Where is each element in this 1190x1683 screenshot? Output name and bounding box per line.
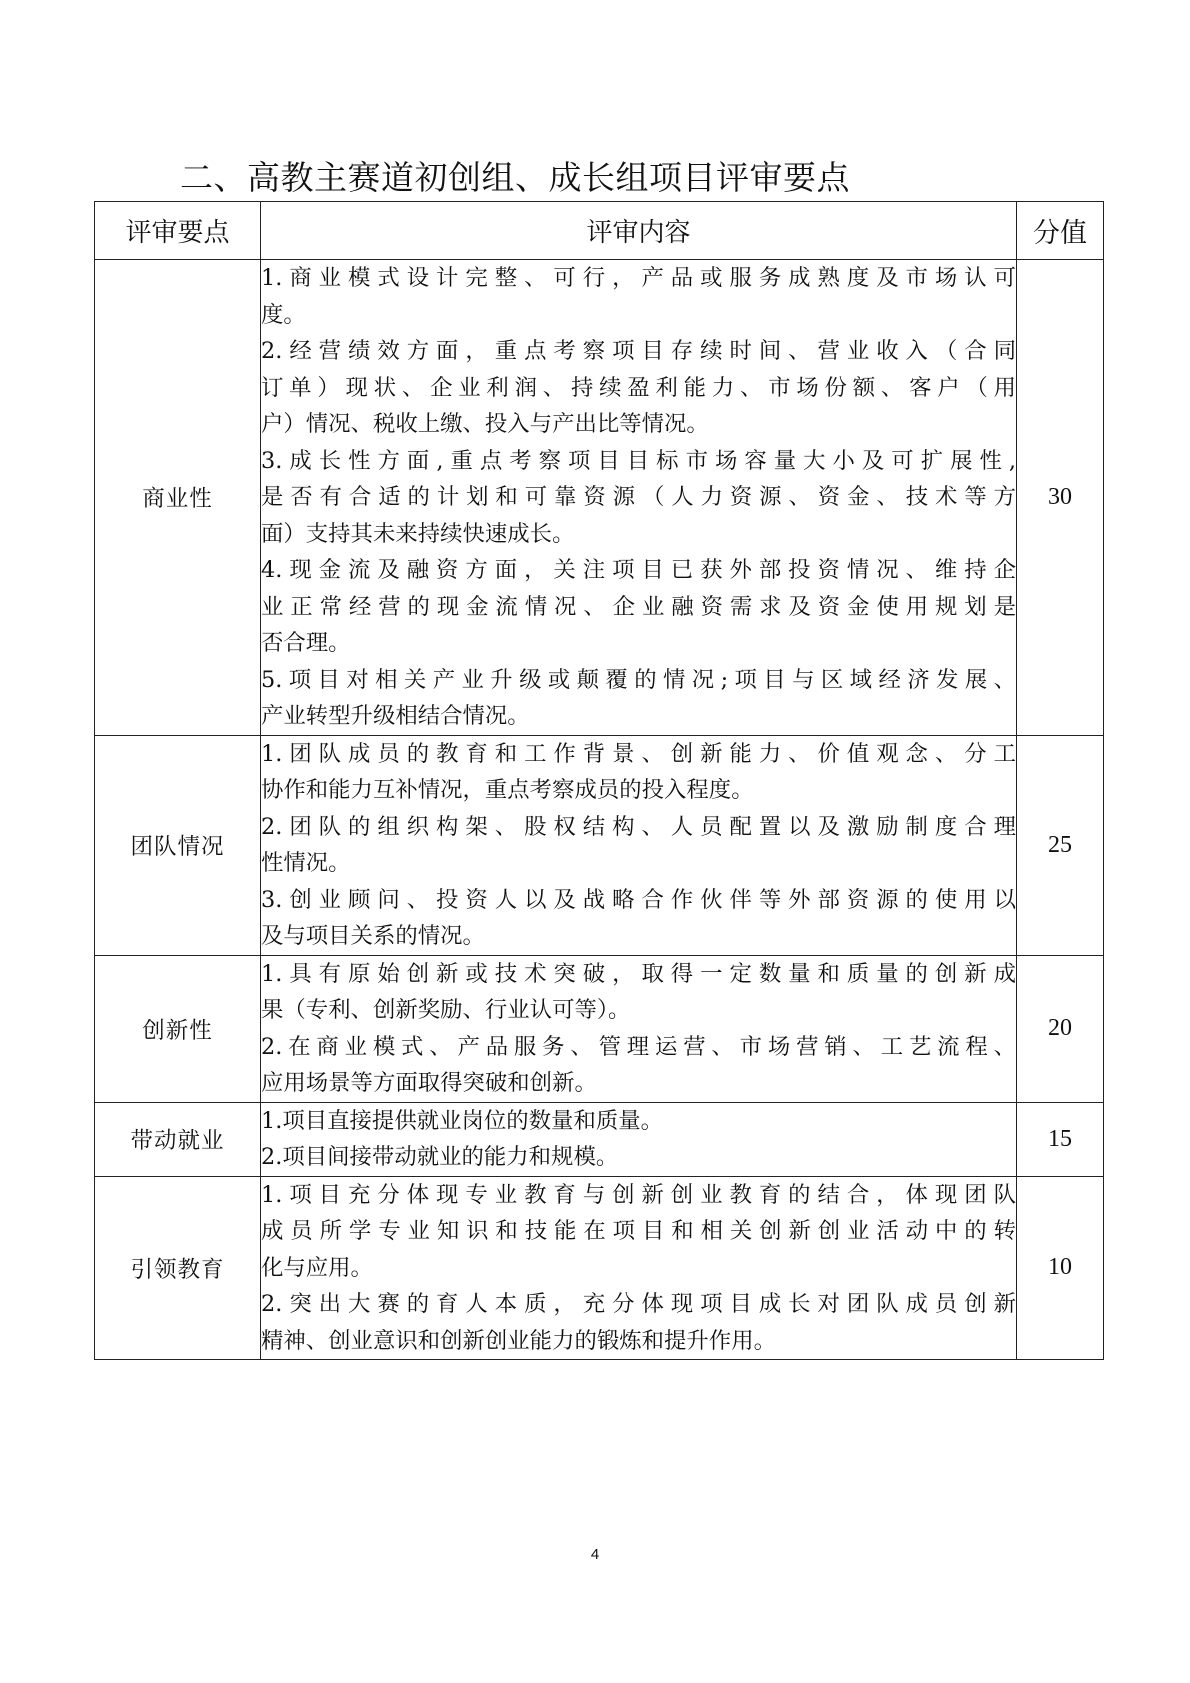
content-line: 2.项目间接带动就业的能力和规模。	[261, 1144, 619, 1170]
content-line: 化与应用。	[261, 1254, 373, 1281]
header-criterion: 评审要点	[95, 202, 261, 260]
content-line: 成员所学专业知识和技能在项目和相关创新创业活动中的转	[261, 1218, 1016, 1244]
content-line: 2.经营绩效方面，重点考察项目存续时间、营业收入（合同	[261, 338, 1016, 364]
table-row	[95, 1102, 1104, 1176]
content-line: 产业转型升级相结合情况。	[261, 703, 530, 729]
header-score: 分值	[1017, 202, 1104, 260]
content-line: 2.团队的组织构架、股权结构、人员配置以及激励制度合理	[261, 813, 1016, 840]
content-line: 3.成长性方面,重点考察项目目标市场容量大小及可扩展性,	[261, 447, 1016, 474]
criterion-cell: 创新性	[95, 955, 261, 1102]
content-line: 面）支持其未来持续快速成长。	[261, 520, 575, 547]
header-content: 评审内容	[261, 202, 1017, 260]
content-line: 2.突出大赛的育人本质，充分体现项目成长对团队成员创新	[261, 1291, 1016, 1317]
content-line: 1.项目直接提供就业岗位的数量和质量。	[261, 1107, 664, 1134]
content-line: 精神、创业意识和创新创业能力的锻炼和提升作用。	[261, 1327, 776, 1354]
table-header-row	[95, 202, 1104, 260]
page-number: 4	[590, 1546, 600, 1563]
content-cell	[261, 955, 1017, 1102]
score-cell: 30	[1017, 260, 1104, 736]
content-line: 否合理。	[261, 630, 351, 656]
content-cell	[261, 1176, 1017, 1360]
content-line: 1.项目充分体现专业教育与创新创业教育的结合，体现团队	[261, 1181, 1016, 1208]
content-line: 2.在商业模式、产品服务、管理运营、市场营销、工艺流程、	[261, 1033, 1016, 1060]
criterion-cell: 商业性	[95, 260, 261, 736]
content-line: 户）情况、税收上缴、投入与产出比等情况。	[261, 411, 709, 437]
content-line: 及与项目关系的情况。	[261, 923, 485, 949]
criteria-table	[94, 201, 1104, 1360]
table-row	[95, 735, 1104, 955]
content-cell	[261, 735, 1017, 955]
content-line: 是否有合适的计划和可靠资源（人力资源、资金、技术等方	[261, 484, 1016, 510]
content-cell	[261, 260, 1017, 736]
content-line: 性情况。	[261, 850, 351, 876]
content-line: 订单）现状、企业利润、持续盈利能力、市场份额、客户（用	[261, 374, 1016, 401]
content-line: 应用场景等方面取得突破和创新。	[261, 1070, 597, 1096]
content-line: 1.商业模式设计完整、可行，产品或服务成熟度及市场认可	[261, 265, 1016, 291]
criterion-cell: 团队情况	[95, 735, 261, 955]
content-line: 3.创业顾问、投资人以及战略合作伙伴等外部资源的使用以	[261, 886, 1016, 913]
score-cell: 20	[1017, 955, 1104, 1102]
content-line: 4.现金流及融资方面，关注项目已获外部投资情况、维持企	[261, 557, 1016, 583]
content-line: 1.团队成员的教育和工作背景、创新能力、价值观念、分工	[261, 740, 1016, 767]
content-line: 果（专利、创新奖励、行业认可等）。	[261, 997, 631, 1023]
score-cell: 10	[1017, 1176, 1104, 1360]
table-row	[95, 260, 1104, 736]
content-line: 度。	[261, 301, 306, 328]
score-cell: 25	[1017, 735, 1104, 955]
page-title: 二、高教主赛道初创组、成长组项目评审要点	[180, 158, 850, 197]
criterion-cell: 引领教育	[95, 1176, 261, 1360]
content-cell	[261, 1102, 1017, 1176]
score-cell: 15	[1017, 1102, 1104, 1176]
content-line: 5.项目对相关产业升级或颠覆的情况;项目与区域经济发展、	[261, 666, 1016, 693]
content-line: 业正常经营的现金流情况、企业融资需求及资金使用规划是	[261, 593, 1016, 620]
content-line: 1.具有原始创新或技术突破，取得一定数量和质量的创新成	[261, 960, 1016, 987]
table-row	[95, 955, 1104, 1102]
content-line: 协作和能力互补情况，重点考察成员的投入程度。	[261, 777, 754, 803]
table-row	[95, 1176, 1104, 1360]
criterion-cell: 带动就业	[95, 1102, 261, 1176]
